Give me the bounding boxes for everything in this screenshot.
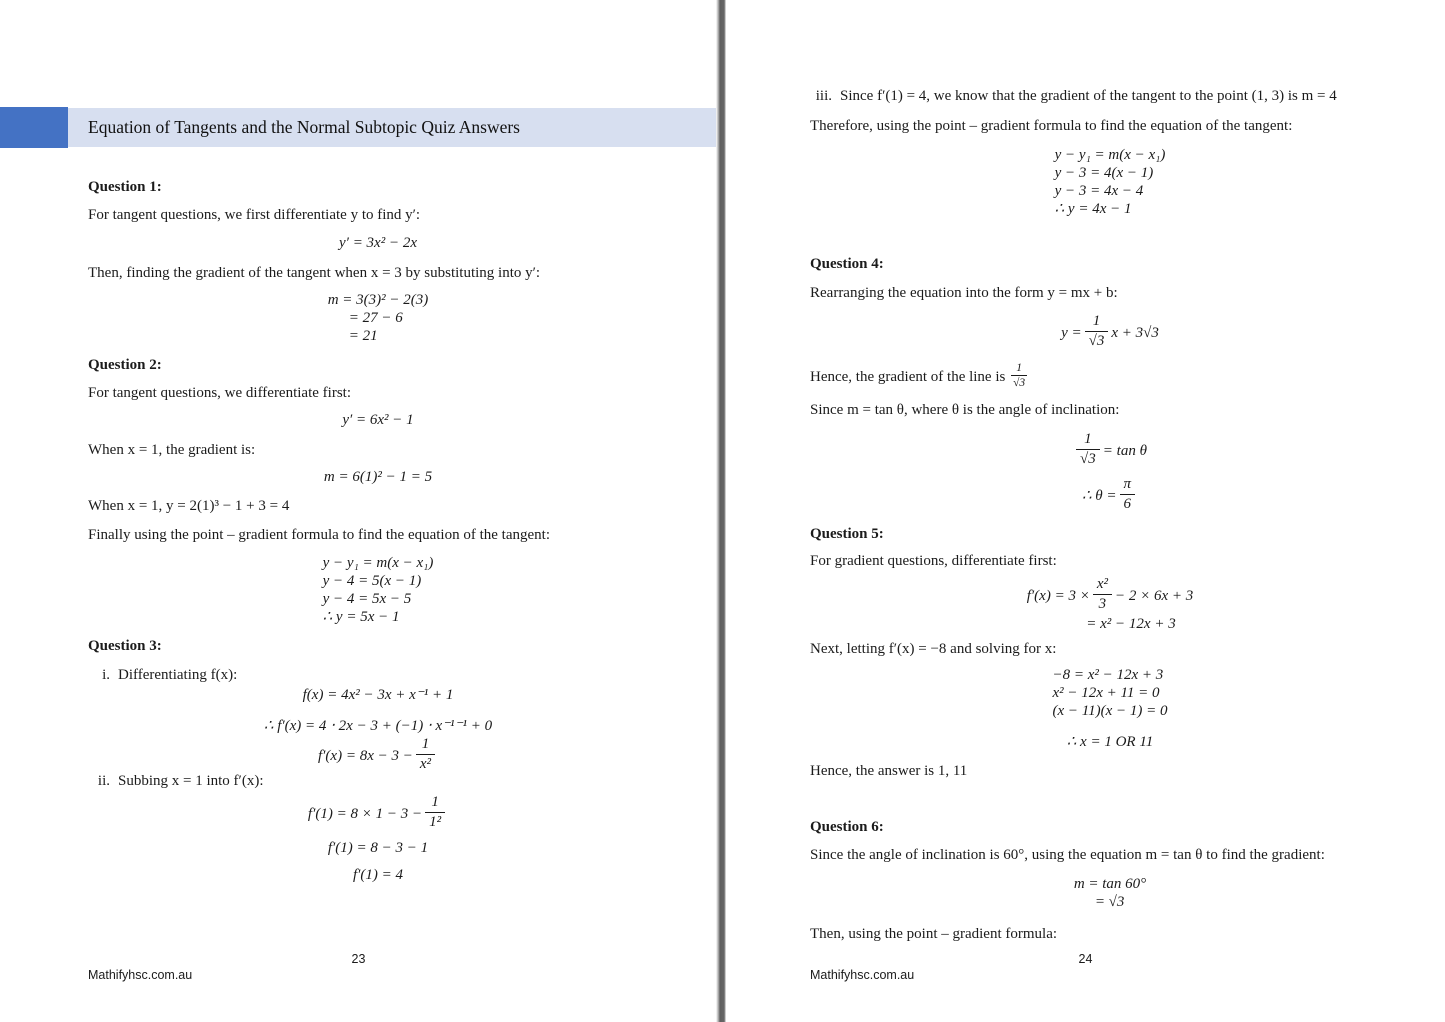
question-3-part-iii <box>810 0 1410 105</box>
question-5-text-next: Next, letting f′(x) = −8 and solving for x: <box>810 641 1057 657</box>
question-4-equation-tan <box>810 433 1410 470</box>
fraction <box>1120 476 1136 513</box>
fraction-denominator: √3 <box>1080 451 1096 467</box>
part-ii-label: ii. <box>97 773 110 789</box>
site-footer: Mathifyhsc.com.au <box>88 968 193 982</box>
question-1-heading: Question 1: <box>88 179 162 195</box>
question-3-equation-result: f′(1) = 4 <box>352 867 404 883</box>
question-2-working-block <box>88 554 668 626</box>
question-6-intro: Since the angle of inclination is 60°, using the equation m = tan θ to find the gradient: <box>810 847 1325 863</box>
working-line: = 27 − 6 <box>348 310 403 326</box>
page-number: 23 <box>351 952 366 966</box>
question-2-heading: Question 2: <box>88 357 162 373</box>
question-2-equation-derivative: y′ = 6x² − 1 <box>342 412 414 428</box>
page-right <box>726 0 1445 1022</box>
question-3-equation-fprime-expanded: ∴ f′(x) = 4 ⋅ 2x − 3 + (−1) ⋅ x⁻¹⁻¹ + 0 <box>263 718 493 734</box>
question-2-text-finally: Finally using the point – gradient formula to find the equation of the tangent: <box>88 527 550 543</box>
equation-prefix: f′(x) = 3 × <box>1026 587 1090 604</box>
fraction-numerator: π <box>1120 476 1136 495</box>
question-4-intro: Rearranging the equation into the form y = mx + b: <box>810 285 1118 301</box>
part-iii-label: iii. <box>815 88 832 104</box>
hence-text: Hence, the gradient of the line is <box>810 368 1006 385</box>
page-left <box>0 0 717 1022</box>
fraction-denominator: √3 <box>1013 377 1026 389</box>
question-1-equation-derivative: y′ = 3x² − 2x <box>339 235 417 251</box>
question-4-heading: Question 4: <box>810 256 884 272</box>
fraction-numerator: 1 <box>1076 431 1100 450</box>
question-3-heading: Question 3: <box>88 638 162 654</box>
banner-accent-bar <box>0 107 68 148</box>
equation-prefix: ∴ θ = <box>1081 487 1117 504</box>
fraction-denominator: √3 <box>1088 333 1105 349</box>
equation-prefix: f′(1) = 8 × 1 − 3 − <box>307 805 423 822</box>
equation-suffix: − 2 × 6x + 3 <box>1114 587 1194 604</box>
fraction-numerator: x² <box>1093 576 1112 595</box>
working-line: m = tan 60° <box>1073 876 1147 892</box>
question-4-text-since: Since m = tan θ, where θ is the angle of inclination: <box>810 402 1120 418</box>
question-3-part-i <box>88 667 668 684</box>
fraction-numerator: 1 <box>1085 313 1109 332</box>
equation-suffix: = tan θ <box>1102 442 1147 459</box>
question-5-heading: Question 5: <box>810 526 884 542</box>
fraction-denominator: x² <box>419 756 432 772</box>
working-line: y − 4 = 5x − 5 <box>322 591 412 607</box>
working-line: ∴ y = 4x − 1 <box>1054 201 1132 217</box>
question-3-working-block <box>810 146 1410 218</box>
working-line: y − 3 = 4x − 4 <box>1054 183 1144 199</box>
question-2-intro: For tangent questions, we differentiate first: <box>88 385 351 401</box>
page-number: 24 <box>1078 952 1093 966</box>
question-4-text-hence <box>810 364 1410 391</box>
working-line: y − y₁ = m(x − x₁) <box>322 555 434 571</box>
working-line: y − 3 = 4(x − 1) <box>1054 165 1154 181</box>
page-divider <box>716 0 726 1022</box>
working-line: m = 3(3)² − 2(3) <box>327 292 429 308</box>
working-line: y − 4 = 5(x − 1) <box>322 573 422 589</box>
fraction-denominator: 6 <box>1123 496 1132 512</box>
page-right-content <box>810 0 1410 942</box>
question-6-working-block <box>810 875 1410 911</box>
working-line: = x² − 12x + 3 <box>1086 616 1176 632</box>
part-i-text: Differentiating f(x): <box>118 667 238 683</box>
question-1-working-block <box>88 291 668 345</box>
part-ii-text: Subbing x = 1 into f′(x): <box>118 773 264 789</box>
equation-prefix: f′(x) = 8x − 3 − <box>317 747 413 764</box>
question-2-text-when1: When x = 1, the gradient is: <box>88 442 256 458</box>
question-5-text-hence: Hence, the answer is 1, 11 <box>810 763 968 779</box>
fraction-denominator: 3 <box>1098 596 1107 612</box>
question-3-equation-fprime-simplified <box>88 738 668 775</box>
question-3-part-ii <box>88 773 668 790</box>
question-3-equation-sub2: f′(1) = 8 − 3 − 1 <box>327 840 429 856</box>
question-3-equation-sub1 <box>88 796 668 833</box>
section-title: Equation of Tangents and the Normal Subtopic Quiz Answers <box>88 117 520 137</box>
equation-prefix: y = <box>1061 324 1082 341</box>
fraction <box>1076 431 1100 468</box>
question-3-equation-fx: f(x) = 4x² − 3x + x⁻¹ + 1 <box>302 687 454 703</box>
working-line: (x − 11)(x − 1) = 0 <box>1052 703 1168 719</box>
working-line: = √3 <box>1094 894 1125 910</box>
fraction <box>425 794 445 831</box>
question-2-equation-gradient: m = 6(1)² − 1 = 5 <box>323 469 433 485</box>
site-footer: Mathifyhsc.com.au <box>810 968 915 982</box>
fraction-numerator: 1 <box>416 736 435 755</box>
question-5-working-block <box>810 666 1410 720</box>
part-iii-text: Since f′(1) = 4, we know that the gradient of the tangent to the point (1, 3) is m = 4 <box>840 88 1337 104</box>
section-banner <box>0 108 717 147</box>
working-line: ∴ y = 5x − 1 <box>322 609 400 625</box>
fraction-denominator: 1² <box>429 814 442 830</box>
question-3-text-therefore: Therefore, using the point – gradient formula to find the equation of the tangent: <box>810 118 1293 134</box>
question-6-text-then: Then, using the point – gradient formula: <box>810 926 1058 942</box>
working-line: = 21 <box>348 328 378 344</box>
fraction <box>1085 313 1109 350</box>
question-2-text-when2: When x = 1, y = 2(1)³ − 1 + 3 = 4 <box>88 498 290 514</box>
question-1-text-then: Then, finding the gradient of the tangent when x = 3 by substituting into y′: <box>88 265 541 281</box>
question-6-heading: Question 6: <box>810 819 884 835</box>
question-5-equation-conclusion: ∴ x = 1 OR 11 <box>1066 734 1154 750</box>
working-line: x² − 12x + 11 = 0 <box>1052 685 1160 701</box>
part-i-label: i. <box>102 667 110 683</box>
question-5-equation-derivative <box>810 578 1410 633</box>
question-5-intro: For gradient questions, differentiate first: <box>810 553 1057 569</box>
working-line: −8 = x² − 12x + 3 <box>1052 667 1164 683</box>
fraction <box>1093 576 1112 613</box>
fraction <box>1011 362 1027 389</box>
question-5-equation-simplified-wrap <box>810 615 1410 633</box>
question-4-equation-line <box>810 315 1410 352</box>
page-left-content <box>88 147 668 885</box>
equation-suffix: x + 3√3 <box>1111 324 1159 341</box>
question-4-equation-theta <box>810 478 1410 515</box>
working-line: y − y₁ = m(x − x₁) <box>1054 147 1166 163</box>
fraction-numerator: 1 <box>425 794 445 813</box>
question-1-intro: For tangent questions, we first differentiate y to find y′: <box>88 207 421 223</box>
fraction <box>416 736 435 773</box>
fraction-numerator: 1 <box>1011 362 1027 376</box>
